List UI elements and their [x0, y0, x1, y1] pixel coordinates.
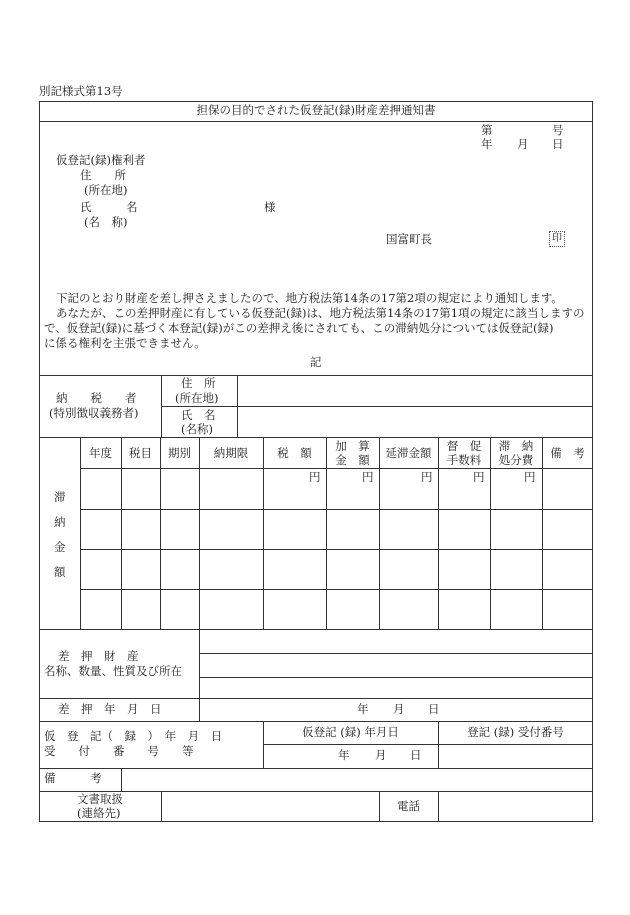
seizure-bottom — [39, 721, 593, 722]
taxpayer-name-sub: (名称) — [181, 422, 213, 436]
doc-number-prefix: 第 — [481, 123, 493, 137]
registration-date-day: 日 — [410, 748, 422, 762]
form-number: 別記様式第13号 — [39, 84, 123, 98]
contact-label-divider — [161, 791, 162, 822]
property-label: 差 押 財 産 — [58, 649, 139, 663]
seizure-date-year: 年 — [357, 702, 369, 716]
taxpayer-divider — [161, 406, 593, 407]
doc-date-day: 日 — [552, 137, 564, 151]
arrears-side-char-2: 納 — [54, 515, 66, 529]
arrears-row-divider-3 — [80, 589, 593, 590]
doc-date-month: 月 — [517, 137, 529, 151]
header-disposal-1: 滞 納 — [498, 439, 534, 453]
contact-sub-label: (連絡先) — [77, 806, 121, 820]
property-sub-label: 名称、数量、性質及び所在 — [44, 664, 182, 678]
header-remarks: 備 考 — [550, 446, 585, 460]
header-year: 年度 — [89, 446, 112, 460]
taxpayer-address-sub: (所在地) — [175, 391, 219, 405]
yen-unit-disposal: 円 — [524, 470, 536, 484]
doc-number-suffix: 号 — [552, 123, 564, 137]
property-label-divider — [199, 629, 200, 721]
taxpayer-address-label: 住 所 — [181, 376, 216, 390]
registration-receipt-header: 登記 (録) 受付番号 — [467, 725, 564, 739]
col-divider-1 — [121, 437, 122, 629]
yen-unit-delay: 円 — [421, 470, 433, 484]
body-line-1: 下記のとおり財産を差し押さえましたので、地方税法第14条の17第2項の規定により通知します。 — [56, 291, 563, 305]
header-prompt-1: 督 促 — [446, 439, 482, 453]
ki-marker: 記 — [310, 355, 322, 369]
arrears-side-char-4: 額 — [54, 565, 66, 579]
remarks-label: 備 考 — [44, 771, 102, 785]
prov-registration-date-header: 仮登記 (録) 年月日 — [302, 725, 399, 739]
taxpayer-name-label: 氏 名 — [181, 408, 216, 422]
arrears-row-divider-2 — [80, 549, 593, 550]
registration-date-month: 月 — [375, 748, 387, 762]
yen-unit-tax: 円 — [309, 470, 321, 484]
property-divider-1 — [199, 653, 593, 654]
seizure-date-month: 月 — [393, 702, 405, 716]
recipient-name-sub: (名 称) — [84, 215, 128, 229]
taxpayer-sub-label: (特別徴収義務者) — [49, 406, 139, 420]
registration-divider — [263, 744, 593, 745]
body-line-4: に係る権利を主張できません。 — [44, 336, 206, 350]
col-divider-4 — [263, 437, 264, 629]
header-penalty-1: 加 算 — [335, 439, 370, 453]
body-line-3: で、仮登記(録)に基づく本登記(録)がこの差押え後にされても、この滞納処分については仮登記(録) — [44, 321, 554, 335]
seizure-date-day: 日 — [428, 702, 440, 716]
yen-unit-penalty: 円 — [362, 470, 374, 484]
yen-unit-prompt: 円 — [473, 470, 485, 484]
arrears-side-char-3: 金 — [54, 540, 66, 554]
recipient-address-label: 住 所 — [80, 168, 126, 182]
issuer-name: 国富町長 — [386, 232, 432, 246]
recipient-heading: 仮登記(録)権利者 — [56, 153, 146, 167]
recipient-address-sub: (所在地) — [84, 183, 128, 197]
col-divider-3 — [199, 437, 200, 629]
recipient-honorific: 様 — [264, 200, 276, 214]
header-delay: 延滞金額 — [385, 446, 432, 460]
registration-bottom — [39, 768, 593, 769]
header-deadline: 納期限 — [213, 446, 249, 460]
header-prompt-2: 手数料 — [446, 453, 482, 467]
seizure-date-label: 差 押 年 月 日 — [58, 702, 162, 716]
document-title: 担保の目的でされた仮登記(録)財産差押通知書 — [196, 103, 436, 117]
header-disposal-2: 処分費 — [498, 453, 534, 467]
header-item: 税目 — [129, 446, 152, 460]
col-divider-9 — [542, 437, 543, 629]
body-divider — [39, 375, 593, 376]
header-penalty-2: 金 額 — [335, 453, 370, 467]
recipient-name-label: 氏 名 — [80, 200, 138, 214]
taxpayer-label: 納 税 者 — [56, 391, 137, 405]
property-bottom — [39, 698, 593, 699]
phone-label: 電話 — [397, 799, 420, 813]
header-period: 期別 — [168, 446, 191, 460]
arrears-header-divider — [80, 468, 593, 469]
property-divider-2 — [199, 677, 593, 678]
taxpayer-label-divider — [161, 375, 162, 437]
arrears-side-divider — [80, 437, 81, 629]
remarks-label-divider — [121, 768, 122, 791]
contact-label: 文書取扱 — [77, 792, 123, 806]
registration-label-1: 仮 登 記（ 録 ） 年 月 日 — [44, 729, 223, 743]
doc-date-year: 年 — [481, 137, 493, 151]
header-tax: 税 額 — [277, 446, 312, 460]
title-divider — [39, 121, 593, 122]
registration-date-year: 年 — [338, 748, 350, 762]
taxpayer-bottom — [39, 437, 593, 438]
col-divider-2 — [160, 437, 161, 629]
taxpayer-field-divider — [237, 375, 238, 437]
registration-label-2: 受 付 番 号 等 — [44, 744, 194, 758]
phone-label-right — [438, 791, 439, 822]
arrears-row-divider-1 — [80, 509, 593, 510]
body-line-2: あなたが、この差押財産に有している仮登記(録)は、地方税法第14条の17第1項の規定に該当しますの — [56, 306, 585, 320]
seal-mark: 印 — [549, 231, 565, 247]
col-divider-6 — [379, 437, 380, 629]
arrears-bottom — [39, 629, 593, 630]
arrears-side-char-1: 滞 — [54, 490, 66, 504]
